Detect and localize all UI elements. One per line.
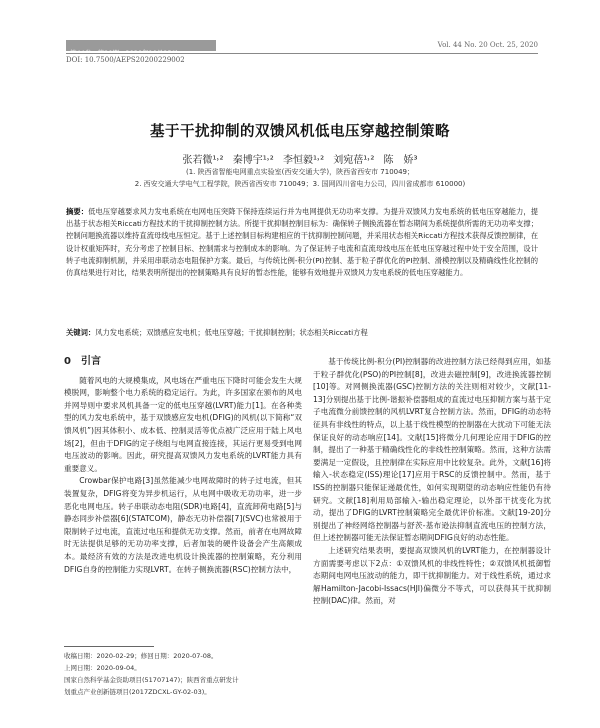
header-rule	[66, 53, 538, 54]
footnote-line: 收稿日期：2020-02-29；修回日期：2020-07-08。	[64, 652, 218, 660]
keywords-text: 风力发电系统；双馈感应发电机；低电压穿越；干扰抑制控制；状态相关Riccati方程	[95, 328, 368, 337]
section-heading: 0 引言	[64, 356, 101, 367]
footnote-rule	[64, 646, 154, 647]
left-column	[64, 356, 302, 576]
right-column	[313, 356, 551, 608]
body-paragraph: 随着风电的大规模集成，风电场在严重电压下降时可能会发生大规模脱网，影响整个电力系统的稳定运行。为此，许多国家在颁布的风电并网导则中要求风机具备一定的低电压穿越(LVRT)能力[1]。在各种类型的风力发电系统中，基于双馈感应发电机(DFIG)的风机(以下简称“双馈风机”)因其体积小、成本低、控制灵活等优点被广泛应用于陆上风电场[2]，但由于DFIG的定子绕组与电网直接连接，其运行更易受到电网电压波动的影响。因此，研究提高双馈风力发电系统的LVRT能力具有重要意义。	[64, 375, 302, 473]
body-paragraph: Crowbar保护电路[3]虽然能减少电网故障时的转子过电流，但其装置复杂，DFIG将变为异步机运行，从电网中吸收无功功率，进一步恶化电网电压。转子串联动态电阻(SDR)电路[4]，直流卸荷电路[5]与静态同步补偿器[6](STATCOM)，静态无功补偿器[7](SVC)也常被用于限制转子过电流，直流过电压和提供无功支撑。然而，前者在电网故障时无法提供足够的无功功率支撑，后者加装的硬件设备会产生高额成本。最经济有效的方法是改进电机设计换流器的控制策略，充分利用DFIG自身的控制能力实现LVRT。在转子侧换流器(RSC)控制方法中，	[64, 476, 302, 574]
abstract-text: 低电压穿越要求风力发电系统在电网电压突降下保持连续运行并为电网提供无功功率支撑。为提升双馈风力发电系统的低电压穿越能力，提出基于状态相关Riccati方程技术的干扰抑制控制方法。所提干扰抑制控制目标为：确保转子侧换流器在暂态期间为系统提供所需的无功功率支撑；控制问题换流器以维持直流母线电压恒定。基于上述控制目标构建相应的干扰抑制控制问题，并采用状态相关Riccati方程技术获得反馈控制律，在设计权重矩阵时，充分考虑了控制目标、控制需求与控制成本的影响。为了保证转子电流和直流母线电压在低电压穿越过程中处于安全范围，设计转子电流抑制机制，并采用串联动态电阻保护方案。最后，与传统比例-积分(PI)控制、基于粒子群优化的PI控制、滑模控制以及精确线性化控制的仿真结果进行对比，结果表明所提出的控制策略具有良好的暂态性能，能够有效地提升双馈风力发电系统的低电压穿越能力。	[66, 207, 539, 278]
doi: DOI: 10.7500/AEPS20200229002	[66, 56, 185, 64]
body-paragraph: 基于传统比例-积分(PI)控制器的改进控制方法已经得到应用，如基于粒子群优化(PSO)的PI控制[8]，改进去磁控制[9]，改进换流器控制[10]等。对网侧换流器(GSC)控制方法的关注则相对较少，文献[11-13]分别提出基于比例-谐振补偿器组成的直流过电压抑制方案与基于定子电流微分前馈控制的风机LVRT复合控制方法。然而，DFIG的动态特征具有非线性的特点，以上基于线性模型的控制器在大扰动下可能无法保证良好的动态响应[14]。文献[15]将微分几何理论应用于DFIG的控制，提出了一种基于精确线性化的非线性控制策略。然而，这种方法需要满足一定假设，且控制律在实际应用中比较复杂。此外，文献[16]将输入-状态稳定(ISS)理论[17]应用于RSC的反馈控制中。然而，基于ISS的控制器只能保证递最优性，如何实现期望的动态响应性能仍有待研究。文献[18]利用局部输入-输出稳定理论，以外部干扰变化为扰动，提出了DFIG的LVRT控制策略完全最优评价标准。文献[19-20]分别提出了神经网络控制器与舒茨-基布逊法抑制直流电压的控制方法，但上述控制器可能无法保证暂态期间DFIG良好的动态性能。	[313, 357, 551, 543]
abstract	[66, 206, 538, 279]
abstract-label: 摘要：	[66, 207, 89, 216]
footnote-line: 划重点产业创新链项目(2017ZDCXL-GY-02-03)。	[64, 688, 211, 696]
affiliation-1: (1. 陕西省智能电网重点实验室(西安交通大学)，陕西省西安市 710049；	[185, 168, 415, 176]
affiliation-2: 2. 西安交通大学电气工程学院，陕西省西安市 710049；3. 国网四川省电力公司，四川省成都市 610000)	[134, 180, 466, 188]
footnotes	[64, 650, 304, 698]
journal-issue-info: 第44卷 第20期 2020年10月25日	[70, 49, 179, 57]
body-paragraph: 上述研究结果表明，要提高双馈风机的LVRT能力，在控制器设计方面需要考虑以下2点：①双馈风机的非线性特性；②双馈风机抵御暂态期间电网电压波动的能力，即干扰抑制能力。对于线性系统，通过求解Hamilton-Jacobi-Issacs(HJI)偏微分不等式，可以获得其干扰抑制控制(DAC)律。然而，对	[313, 545, 551, 606]
paper-title: 基于干扰抑制的双馈风机低电压穿越控制策略	[150, 124, 450, 140]
authors: 张若微¹˒² 秦博宇¹˒² 李恒毅¹˒² 刘宛蓓¹˒² 陈 娇³	[182, 155, 418, 166]
journal-volume-info: Vol. 44 No. 20 Oct. 25, 2020	[437, 41, 538, 49]
keywords	[66, 328, 538, 338]
keywords-label: 关键词：	[66, 328, 96, 337]
footnote-line: 上网日期：2020-09-04。	[64, 664, 141, 672]
journal-header-bar	[66, 40, 216, 57]
footnote-line: 国家自然科学基金资助项目(51707147)；陕西省重点研发计	[64, 676, 239, 684]
